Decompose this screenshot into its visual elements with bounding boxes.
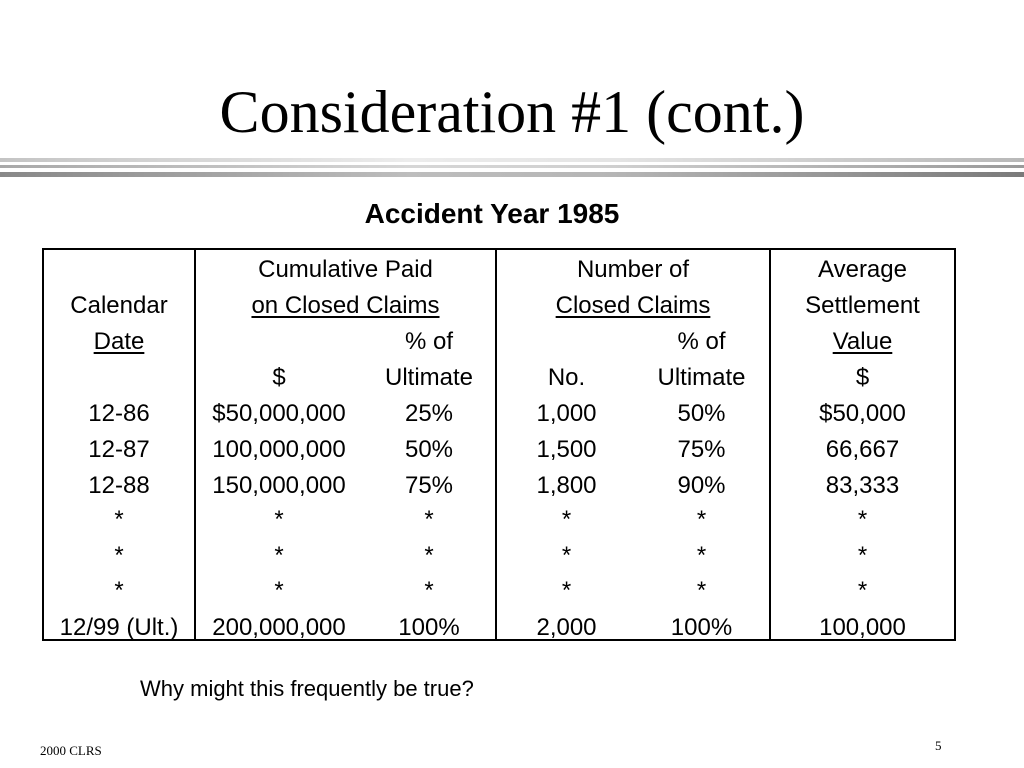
table-cell-paid-pct: *	[424, 577, 434, 604]
header-date: Date	[93, 328, 145, 355]
slide-title: Consideration #1 (cont.)	[219, 79, 805, 145]
table-cell-paid-pct: *	[424, 506, 434, 533]
table-cell-closed-count: 1,000	[536, 400, 597, 427]
table-cell-closed-pct: *	[696, 577, 707, 604]
page-number: 5	[935, 738, 942, 753]
header-paid-pct-of: % of	[404, 328, 454, 355]
footer-credit: 2000 CLRS	[40, 743, 102, 758]
table-cell-paid-dollars: 100,000,000	[212, 436, 346, 463]
header-num-ultimate: Ultimate	[657, 364, 746, 391]
table-cell-closed-count: 2,000	[536, 614, 597, 641]
title-rule-bottom	[0, 172, 1024, 177]
table-cell-closed-pct: 100%	[670, 614, 733, 641]
table-cell-paid-dollars: 200,000,000	[212, 614, 346, 641]
title-rule-middle	[0, 165, 1024, 168]
header-value: Value	[832, 328, 893, 355]
table-cell-paid-dollars: $50,000,000	[212, 400, 346, 427]
table-cell-paid-dollars: *	[274, 542, 284, 569]
header-avg-dollars: $	[855, 364, 870, 391]
table-cell-avg-settlement: *	[857, 506, 868, 533]
table-cell-closed-count: 1,800	[536, 472, 597, 499]
table-cell-date: *	[114, 542, 124, 569]
table-cell-date: 12/99 (Ult.)	[59, 614, 179, 641]
table-cell-date: 12-86	[88, 400, 150, 427]
header-paid-dollars: $	[272, 364, 286, 391]
table-cell-paid-dollars: *	[274, 506, 284, 533]
table-cell-paid-pct: 100%	[398, 614, 460, 641]
table-caption: Accident Year 1985	[364, 198, 620, 229]
table-cell-paid-dollars: 150,000,000	[212, 472, 346, 499]
table-cell-avg-settlement: *	[857, 542, 868, 569]
header-settlement: Settlement	[805, 292, 920, 319]
title-rule-top	[0, 158, 1024, 162]
table-cell-avg-settlement: 83,333	[825, 472, 900, 499]
accident-year-table	[42, 248, 956, 641]
discussion-question: Why might this frequently be true?	[140, 676, 474, 701]
table-cell-closed-pct: 90%	[677, 472, 726, 499]
table-cell-avg-settlement: $50,000	[819, 400, 906, 427]
table-cell-closed-pct: *	[696, 506, 707, 533]
header-on-closed-claims: on Closed Claims	[251, 292, 440, 319]
table-cell-closed-pct: *	[696, 542, 707, 569]
table-cell-paid-pct: 50%	[404, 436, 454, 463]
table-cell-date: *	[114, 577, 124, 604]
table-cell-avg-settlement: *	[857, 577, 868, 604]
table-cell-closed-count: *	[561, 506, 572, 533]
header-paid-ultimate: Ultimate	[384, 364, 474, 391]
table-cell-paid-dollars: *	[274, 577, 284, 604]
table-cell-closed-count: *	[561, 577, 572, 604]
table-cell-date: *	[114, 506, 124, 533]
table-cell-paid-pct: *	[424, 542, 434, 569]
header-number-of: Number of	[576, 256, 690, 283]
header-calendar: Calendar	[70, 292, 168, 319]
table-cell-date: 12-88	[88, 472, 150, 499]
table-cell-avg-settlement: 100,000	[819, 614, 906, 641]
table-cell-paid-pct: 75%	[404, 472, 454, 499]
table-cell-avg-settlement: 66,667	[825, 436, 900, 463]
table-cell-closed-pct: 75%	[677, 436, 726, 463]
table-cell-paid-pct: 25%	[404, 400, 454, 427]
header-cumulative-paid: Cumulative Paid	[258, 256, 433, 283]
header-num-pct-of: % of	[677, 328, 726, 355]
table-cell-closed-count: *	[561, 542, 572, 569]
header-num-no: No.	[547, 364, 586, 391]
header-average: Average	[818, 256, 907, 283]
header-closed-claims: Closed Claims	[555, 292, 711, 319]
table-cell-closed-count: 1,500	[536, 436, 597, 463]
table-cell-date: 12-87	[88, 436, 150, 463]
table-cell-closed-pct: 50%	[677, 400, 726, 427]
